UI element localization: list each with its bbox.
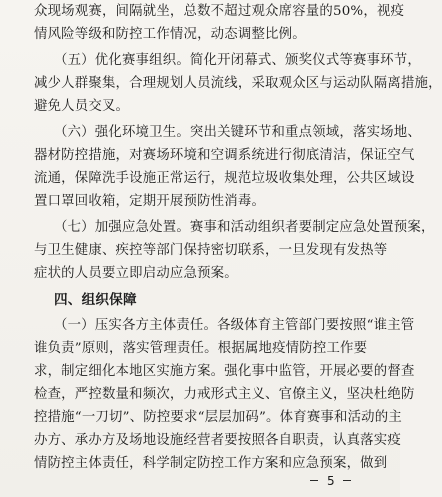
text-line: 与卫生健康、疾控等部门保持密切联系，一旦发现有发热等 [34, 243, 388, 258]
text-line: 置口罩回收箱，定期开展预防性消毒。 [34, 194, 266, 209]
text-line: 情防控主体责任，科学制定防控工作方案和应急预案，做到 [34, 456, 388, 471]
page-number: 5 [327, 474, 335, 488]
text-line: 症状的人员要立即启动应急预案。 [34, 266, 238, 281]
text-line: 情风险等级和防控工作情况，动态调整比例。 [34, 27, 306, 42]
text-line: 办方、承办方及场地设施经营者要按照各自职责，认真落实疫 [34, 433, 401, 448]
text-line: 检查，严控数量和频次，力戒形式主义、官僚主义，坚决杜绝防 [34, 387, 415, 402]
text-line: 众现场观赛，间隔就坐，总数不超过观众席容量的50%，视疫 [34, 4, 405, 19]
text-line: （六）强化环境卫生。突出关键环节和重点领域，落实场地、 [54, 125, 421, 140]
text-line: （五）优化赛事组织。简化开闭幕式、颁奖仪式等赛事环节， [54, 53, 421, 68]
text-line: 谁负责”原则，落实管理责任。根据属地疫情防控工作要 [34, 341, 368, 356]
footer-dash-right [343, 480, 351, 481]
section-heading: 四、组织保障 [54, 292, 137, 308]
text-line: 求，制定细化本地区实施方案。强化事中监管，开展必要的督查 [34, 364, 415, 379]
text-line: 避免人员交叉。 [34, 99, 130, 114]
text-line: 控措施“一刀切”、防控要求“层层加码”。体育赛事和活动的主 [34, 410, 402, 425]
footer-dash-left [310, 480, 318, 481]
text-line: 器材防控措施，对赛场环境和空调系统进行彻底清洁，保证空气 [34, 148, 415, 163]
text-line: 流通，保障洗手设施正常运行，规范垃圾收集处理，公共区域设 [34, 171, 415, 186]
text-line: （一）压实各方主体责任。各级体育主管部门要按照“谁主管 [54, 318, 415, 333]
text-line: 减少人群聚集，合理规划人员流线，采取观众区与运动队隔离措施， [34, 76, 442, 91]
text-line: （七）加强应急处置。赛事和活动组织者要制定应急处置预案， [54, 220, 435, 235]
